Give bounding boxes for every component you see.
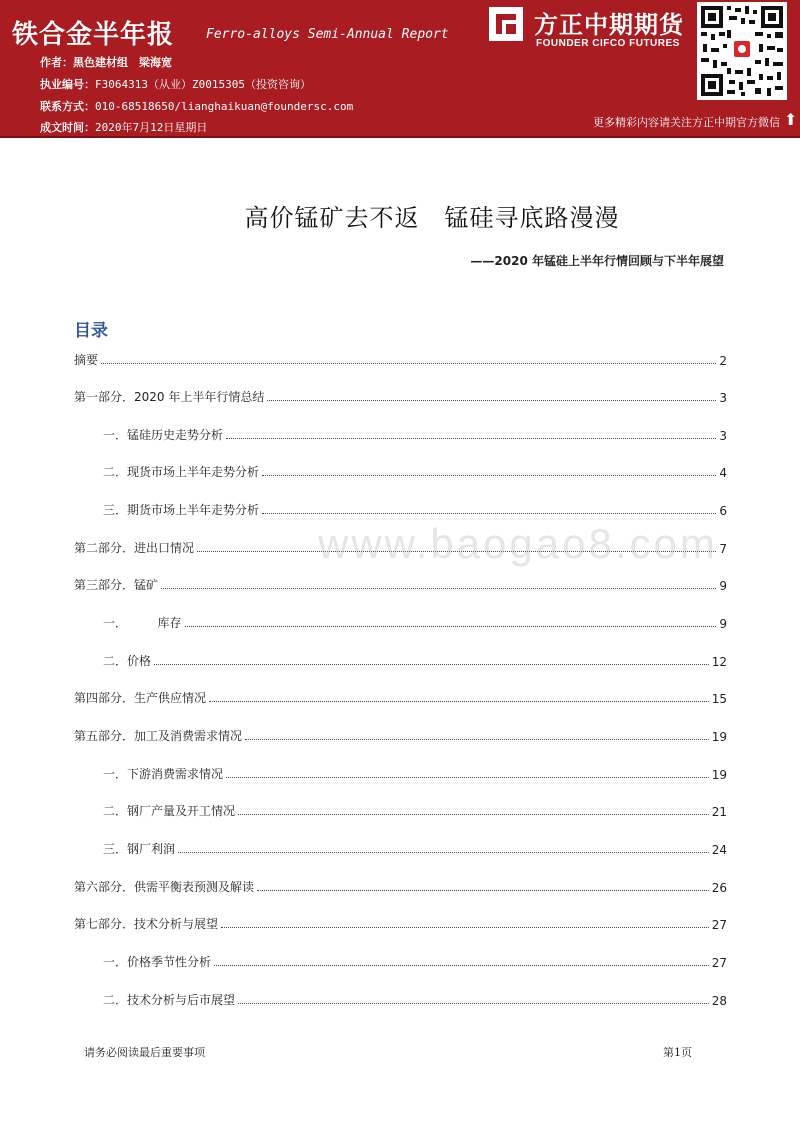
contact-label: 联系方式： [40,100,95,113]
toc-entry[interactable] [0,988,727,1008]
toc-entry-label: 第二部分．进出口情况 [74,541,195,555]
contact-line [40,98,353,114]
header-divider [0,136,800,138]
wechat-follow-note: 更多精彩内容请关注方正中期官方微信 [593,116,780,129]
toc-entry-page: 21 [711,805,727,819]
toc-entry-label: 摘要 [74,353,99,367]
toc-leader [178,851,709,853]
toc-heading: 目录 [74,321,108,341]
toc-entry[interactable] [0,950,727,970]
toc-entry[interactable] [0,875,727,895]
toc-entry-page: 27 [711,918,727,932]
toc-entry-label: 二．钢厂产量及开工情况 [103,804,236,818]
toc-entry-page: 24 [711,843,727,857]
toc-entry-page: 19 [711,768,727,782]
toc-leader [209,700,709,702]
toc-entry-label: 三．期货市场上半年走势分析 [103,503,260,517]
toc-entry-page: 7 [719,542,727,556]
toc-entry[interactable] [0,423,727,443]
toc-entry-page: 9 [719,579,727,593]
report-header [0,0,800,136]
toc-entry-page: 3 [719,429,727,443]
brand-name-cn: 方正中期期货 [534,11,684,39]
toc-entry-page: 4 [719,466,727,480]
up-arrow-icon: ⬆ [784,110,798,129]
date-value: 2020年7月12日星期日 [95,121,208,134]
toc-entry-label: 第一部分．2020 年上半年行情总结 [74,390,265,404]
license-line [40,76,311,92]
toc-entry-page: 27 [711,956,727,970]
document-sub-title: ——2020 年锰硅上半年行情回顾与下半年展望 [470,254,724,268]
toc-leader [161,587,716,589]
toc-entry-label: 三．钢厂利润 [103,842,176,856]
site-watermark: www.baogao8.com [318,520,718,567]
wechat-qr-code[interactable] [697,2,787,100]
toc-entry-label: 一．价格季节性分析 [103,955,212,969]
toc-leader [245,738,709,740]
toc-entry-label: 第三部分．锰矿 [74,578,159,592]
toc-leader [185,625,716,627]
toc-entry-page: 9 [719,617,727,631]
toc-leader [154,663,709,665]
toc-leader [267,399,716,401]
date-line [40,119,207,135]
toc-entry-page: 19 [711,730,727,744]
toc-entry[interactable] [0,912,727,932]
toc-entry-label: 第七部分．技术分析与展望 [74,917,219,931]
toc-entry-page: 15 [711,692,727,706]
toc-leader [238,813,709,815]
toc-leader [238,1002,709,1004]
toc-entry-page: 6 [719,504,727,518]
toc-entry[interactable] [0,385,727,405]
toc-leader [257,889,709,891]
toc-entry-page: 3 [719,391,727,405]
toc-leader [214,964,709,966]
toc-entry-label: 第六部分．供需平衡表预测及解读 [74,880,255,894]
page-number: 第1页 [663,1046,692,1059]
toc-entry-label: 一． 库存 [103,616,182,630]
brand-name-en: FOUNDER CIFCO FUTURES [536,38,680,49]
report-subtitle: Ferro-alloys Semi-Annual Report [206,27,449,42]
date-label: 成文时间： [40,121,95,134]
author-line [40,54,172,70]
contact-value: 010-68518650/lianghaikuan@foundersc.com [95,100,354,113]
founder-logo-icon [488,6,524,42]
author-value: 黑色建材组 梁海宽 [73,56,172,69]
toc-entry-page: 12 [711,655,727,669]
toc-leader [221,926,709,928]
toc-leader [226,437,716,439]
toc-entry[interactable] [0,686,727,706]
author-label: 作者： [40,56,73,69]
toc-entry-page: 26 [711,881,727,895]
toc-entry[interactable] [0,837,727,857]
toc-entry-label: 二．价格 [103,654,152,668]
toc-leader [262,474,716,476]
license-label: 执业编号： [40,78,95,91]
toc-entry-label: 第四部分．生产供应情况 [74,691,207,705]
toc-entry[interactable] [0,762,727,782]
license-value: F3064313（从业）Z0015305（投资咨询） [95,78,311,91]
toc-entry[interactable] [0,649,727,669]
toc-entry[interactable] [0,498,727,518]
report-title: 铁合金半年报 [12,20,175,50]
toc-entry-label: 第五部分．加工及消费需求情况 [74,729,243,743]
toc-entry-label: 一．下游消费需求情况 [103,767,224,781]
toc-leader [226,776,709,778]
toc-leader [101,362,716,364]
toc-leader [262,512,716,514]
toc-entry[interactable] [0,611,727,631]
toc-entry-label: 二．现货市场上半年走势分析 [103,465,260,479]
toc-entry[interactable] [0,799,727,819]
brand-block [488,4,698,54]
disclaimer-note: 请务必阅读最后重要事项 [84,1046,205,1059]
document-main-title: 高价锰矿去不返 锰硅寻底路漫漫 [244,204,620,232]
toc-entry[interactable] [0,724,727,744]
toc-entry[interactable] [0,460,727,480]
toc-entry-page: 2 [719,354,727,368]
toc-entry-label: 二．技术分析与后市展望 [103,993,236,1007]
toc-entry[interactable] [0,348,727,368]
toc-entry[interactable] [0,573,727,593]
toc-entry-label: 一．锰硅历史走势分析 [103,428,224,442]
toc-entry-page: 28 [711,994,727,1008]
